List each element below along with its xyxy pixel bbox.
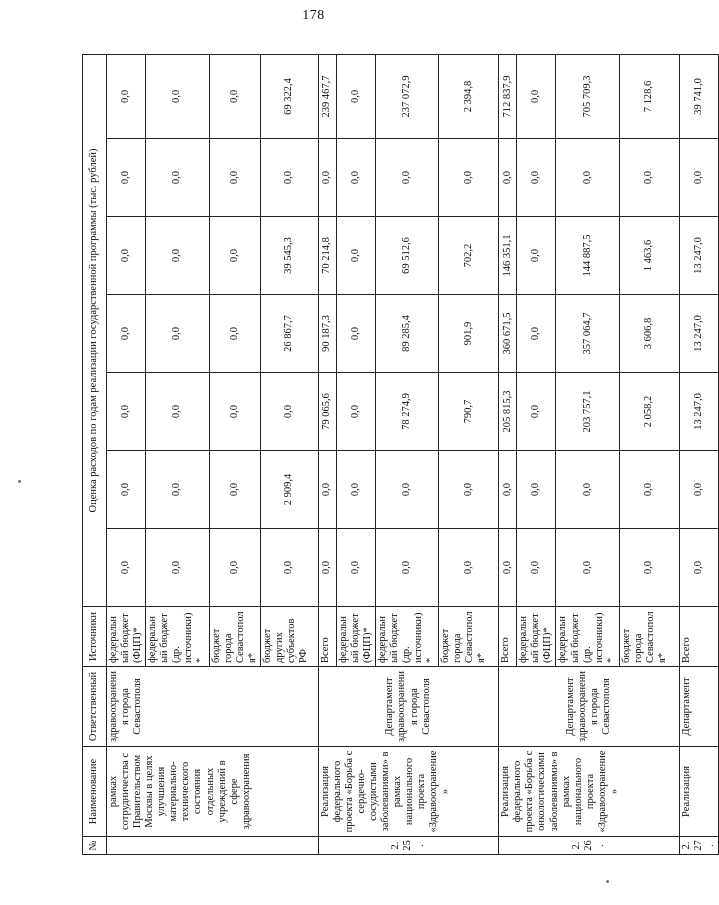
value-cell: 0,0 <box>107 373 146 451</box>
value-cell: 237 072,9 <box>375 54 438 138</box>
value-cell: 0,0 <box>209 139 260 217</box>
value-cell: 0,0 <box>679 451 718 529</box>
value-cell: 0,0 <box>209 217 260 295</box>
value-cell: 790,7 <box>439 373 499 451</box>
source-cell: федеральный бюджет (ФЦП)* <box>336 607 375 667</box>
value-cell: 0,0 <box>619 139 679 217</box>
value-cell: 26 867,7 <box>260 295 318 373</box>
source-cell: бюджет города Севастополя* <box>439 607 499 667</box>
value-cell: 0,0 <box>209 373 260 451</box>
header-estimate: Оценка расходов по годам реализации государственной программы (тыс. рублей) <box>83 54 107 606</box>
source-cell: Всего <box>499 607 517 667</box>
value-cell: 1 463,6 <box>619 217 679 295</box>
value-cell: 0,0 <box>260 139 318 217</box>
value-cell: 70 214,8 <box>318 217 336 295</box>
row-responsible: Департамент здравоохранения города Севастополя <box>318 667 499 747</box>
value-cell: 705 709,3 <box>556 54 619 138</box>
value-cell: 0,0 <box>556 529 619 607</box>
value-cell: 89 285,4 <box>375 295 438 373</box>
source-cell: федеральный бюджет (ФЦП)* <box>517 607 556 667</box>
value-cell: 0,0 <box>107 54 146 138</box>
header-responsible: Ответственный <box>83 667 107 747</box>
value-cell: 0,0 <box>107 529 146 607</box>
source-cell: бюджет города Севастополя* <box>209 607 260 667</box>
source-cell: федеральный бюджет (др. источники)* <box>556 607 619 667</box>
row-num: 2.26. <box>499 837 680 855</box>
value-cell: 7 128,6 <box>619 54 679 138</box>
value-cell: 0,0 <box>336 529 375 607</box>
value-cell: 712 837,9 <box>499 54 517 138</box>
value-cell: 0,0 <box>336 451 375 529</box>
value-cell: 0,0 <box>679 529 718 607</box>
value-cell: 901,9 <box>439 295 499 373</box>
row-name: Реализация федерального проекта «Борьба с онкологическими заболеваниями» в рамках национального проекта «Здравоохранение» <box>499 747 680 837</box>
value-cell: 0,0 <box>336 373 375 451</box>
value-cell: 0,0 <box>318 451 336 529</box>
value-cell: 0,0 <box>146 451 209 529</box>
value-cell: 0,0 <box>517 529 556 607</box>
value-cell: 0,0 <box>318 139 336 217</box>
value-cell: 0,0 <box>318 529 336 607</box>
value-cell: 0,0 <box>517 295 556 373</box>
value-cell: 0,0 <box>209 295 260 373</box>
row-responsible: здравоохранения города Севастополя <box>107 667 319 747</box>
value-cell: 0,0 <box>336 217 375 295</box>
row-num-cell <box>107 837 319 855</box>
source-cell: бюджет города Севастополя* <box>619 607 679 667</box>
value-cell: 69 322,4 <box>260 54 318 138</box>
value-cell: 0,0 <box>107 139 146 217</box>
value-cell: 2 909,4 <box>260 451 318 529</box>
value-cell: 0,0 <box>556 139 619 217</box>
value-cell: 0,0 <box>146 54 209 138</box>
value-cell: 144 887,5 <box>556 217 619 295</box>
table-row <box>318 54 336 854</box>
value-cell: 0,0 <box>146 139 209 217</box>
value-cell: 702,2 <box>439 217 499 295</box>
value-cell: 90 187,3 <box>318 295 336 373</box>
value-cell: 0,0 <box>556 451 619 529</box>
value-cell: 0,0 <box>260 373 318 451</box>
value-cell: 0,0 <box>439 451 499 529</box>
value-cell: 0,0 <box>209 529 260 607</box>
value-cell: 0,0 <box>517 373 556 451</box>
value-cell: 146 351,1 <box>499 217 517 295</box>
header-num: № <box>83 837 107 855</box>
rotated-table-wrapper <box>82 55 716 855</box>
page-number: 178 <box>302 8 325 23</box>
row-name: Реализация федерального проекта «Борьба с сердечно-сосудистыми заболеваниями» в рамках национального проекта «Здравоохранение» <box>318 747 499 837</box>
value-cell: 0,0 <box>499 529 517 607</box>
value-cell: 13 247,0 <box>679 295 718 373</box>
value-cell: 0,0 <box>517 54 556 138</box>
value-cell: 0,0 <box>260 529 318 607</box>
source-cell: федеральный бюджет (ФЦП)* <box>107 607 146 667</box>
value-cell: 0,0 <box>517 451 556 529</box>
value-cell: 0,0 <box>107 451 146 529</box>
header-sources: Источники <box>83 607 107 667</box>
value-cell: 0,0 <box>146 295 209 373</box>
value-cell: 360 671,5 <box>499 295 517 373</box>
value-cell: 0,0 <box>619 529 679 607</box>
value-cell: 0,0 <box>375 139 438 217</box>
value-cell: 39 741,0 <box>679 54 718 138</box>
row-responsible: Департамент <box>679 667 718 747</box>
scan-speck <box>18 480 21 483</box>
scan-speck <box>606 880 609 883</box>
value-cell: 0,0 <box>107 217 146 295</box>
source-cell: Всего <box>318 607 336 667</box>
row-name: Реализация <box>679 747 718 837</box>
value-cell: 0,0 <box>517 217 556 295</box>
value-cell: 239 467,7 <box>318 54 336 138</box>
value-cell: 39 545,3 <box>260 217 318 295</box>
value-cell: 0,0 <box>336 295 375 373</box>
table-row <box>107 54 146 854</box>
value-cell: 79 065,6 <box>318 373 336 451</box>
value-cell: 0,0 <box>679 139 718 217</box>
value-cell: 69 512,6 <box>375 217 438 295</box>
source-cell: федеральный бюджет (др. источники)* <box>146 607 209 667</box>
value-cell: 0,0 <box>517 139 556 217</box>
table-row <box>679 54 718 854</box>
value-cell: 3 606,8 <box>619 295 679 373</box>
value-cell: 205 815,3 <box>499 373 517 451</box>
value-cell: 0,0 <box>619 451 679 529</box>
value-cell: 0,0 <box>499 139 517 217</box>
value-cell: 357 064,7 <box>556 295 619 373</box>
value-cell: 2 394,8 <box>439 54 499 138</box>
value-cell: 0,0 <box>107 295 146 373</box>
value-cell: 13 247,0 <box>679 373 718 451</box>
value-cell: 2 058,2 <box>619 373 679 451</box>
value-cell: 0,0 <box>439 139 499 217</box>
value-cell: 0,0 <box>209 54 260 138</box>
row-num: 2.25. <box>318 837 499 855</box>
source-cell: Всего <box>679 607 718 667</box>
value-cell: 78 274,9 <box>375 373 438 451</box>
header-name: Наименование <box>83 747 107 837</box>
value-cell: 0,0 <box>499 451 517 529</box>
value-cell: 13 247,0 <box>679 217 718 295</box>
value-cell: 0,0 <box>336 139 375 217</box>
row-responsible: Департамент здравоохранения города Севастополя <box>499 667 680 747</box>
value-cell: 0,0 <box>439 529 499 607</box>
row-name: рамках сотрудничества с Правительством Москвы в целях улучшения материально-технического состояния отдельных учреждений в сфере здравоохранения <box>107 747 319 837</box>
value-cell: 203 757,1 <box>556 373 619 451</box>
value-cell: 0,0 <box>209 451 260 529</box>
row-num: 2.27. <box>679 837 718 855</box>
value-cell: 0,0 <box>146 217 209 295</box>
source-cell: федеральный бюджет (др. источники)* <box>375 607 438 667</box>
value-cell: 0,0 <box>146 373 209 451</box>
budget-table <box>82 54 719 855</box>
value-cell: 0,0 <box>336 54 375 138</box>
value-cell: 0,0 <box>375 451 438 529</box>
source-cell: бюджет других субъектов РФ <box>260 607 318 667</box>
value-cell: 0,0 <box>375 529 438 607</box>
table-row <box>499 54 517 854</box>
value-cell: 0,0 <box>146 529 209 607</box>
